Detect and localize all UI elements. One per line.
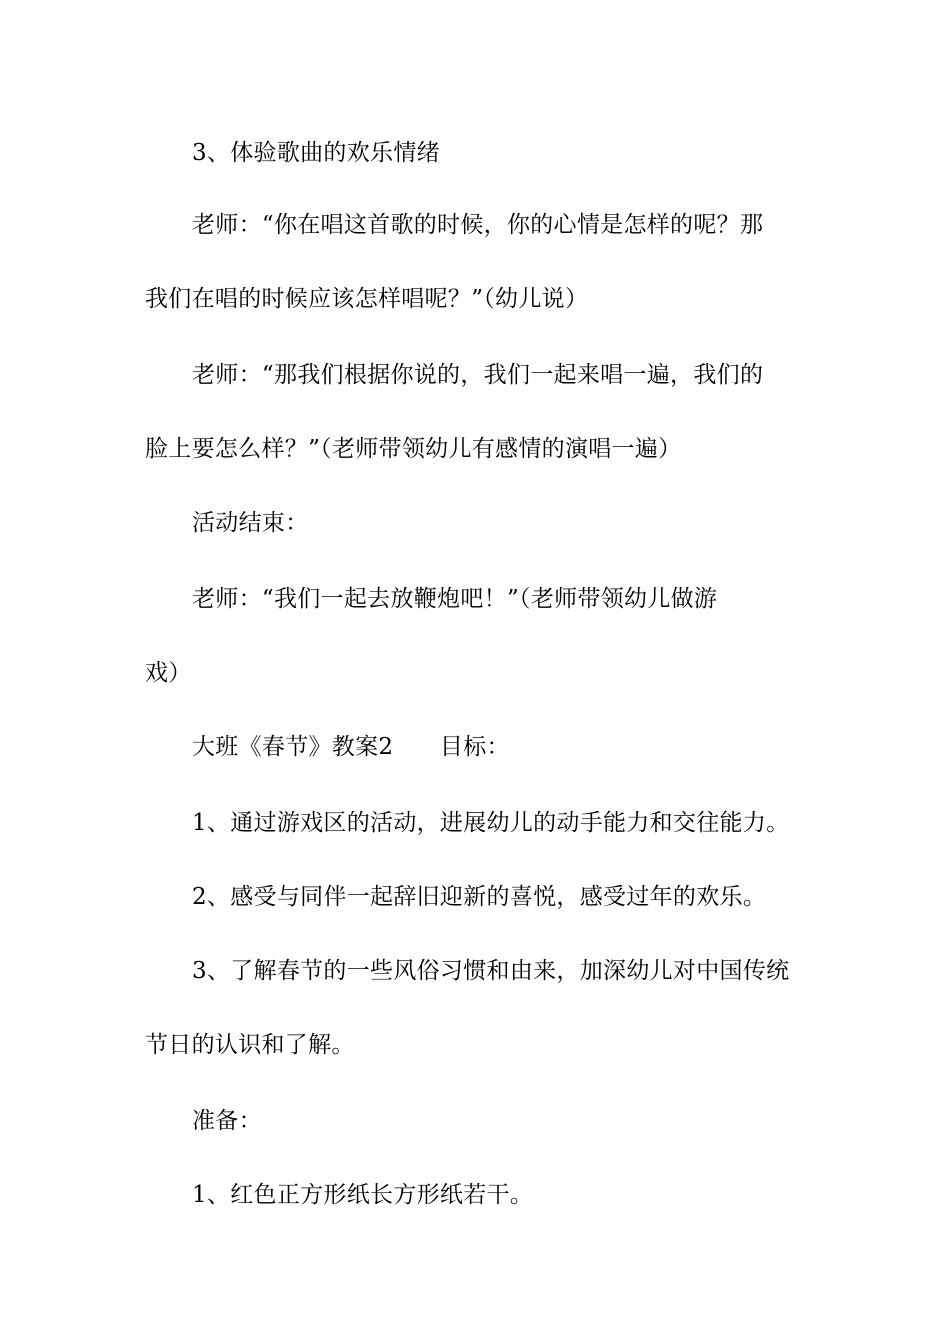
section-heading-activity-end: 活动结束：: [192, 510, 309, 536]
goal-item: 2、感受与同伴一起辞旧迎新的喜悦，感受过年的欢乐。: [192, 884, 767, 910]
paragraph-line: 老师：“那我们根据你说的，我们一起来唱一遍，我们的: [192, 362, 764, 388]
paragraph-line: 节日的认识和了解。: [145, 1032, 355, 1058]
goal-item: 3、了解春节的一些风俗习惯和由来，加深幼儿对中国传统: [192, 958, 790, 984]
paragraph-line: 老师：“我们一起去放鞭炮吧！”（老师带领幼儿做游: [192, 586, 718, 612]
preparation-item: 1、红色正方形纸长方形纸若干。: [192, 1182, 534, 1208]
paragraph-line: 我们在唱的时候应该怎样唱呢？”（幼儿说）: [145, 286, 589, 312]
lesson-title-goals: 大班《春节》教案2 目标：: [192, 734, 510, 760]
goal-item: 1、通过游戏区的活动，进展幼儿的动手能力和交往能力。: [192, 810, 790, 836]
paragraph-line: 戏）: [145, 660, 192, 686]
paragraph-line: 老师：“你在唱这首歌的时候，你的心情是怎样的呢？那: [192, 212, 764, 238]
paragraph-line: 脸上要怎么样？”（老师带领幼儿有感情的演唱一遍）: [145, 436, 682, 462]
section-heading-preparation: 准备：: [192, 1108, 262, 1134]
section-heading-experience: 3、体验歌曲的欢乐情绪: [192, 140, 440, 166]
